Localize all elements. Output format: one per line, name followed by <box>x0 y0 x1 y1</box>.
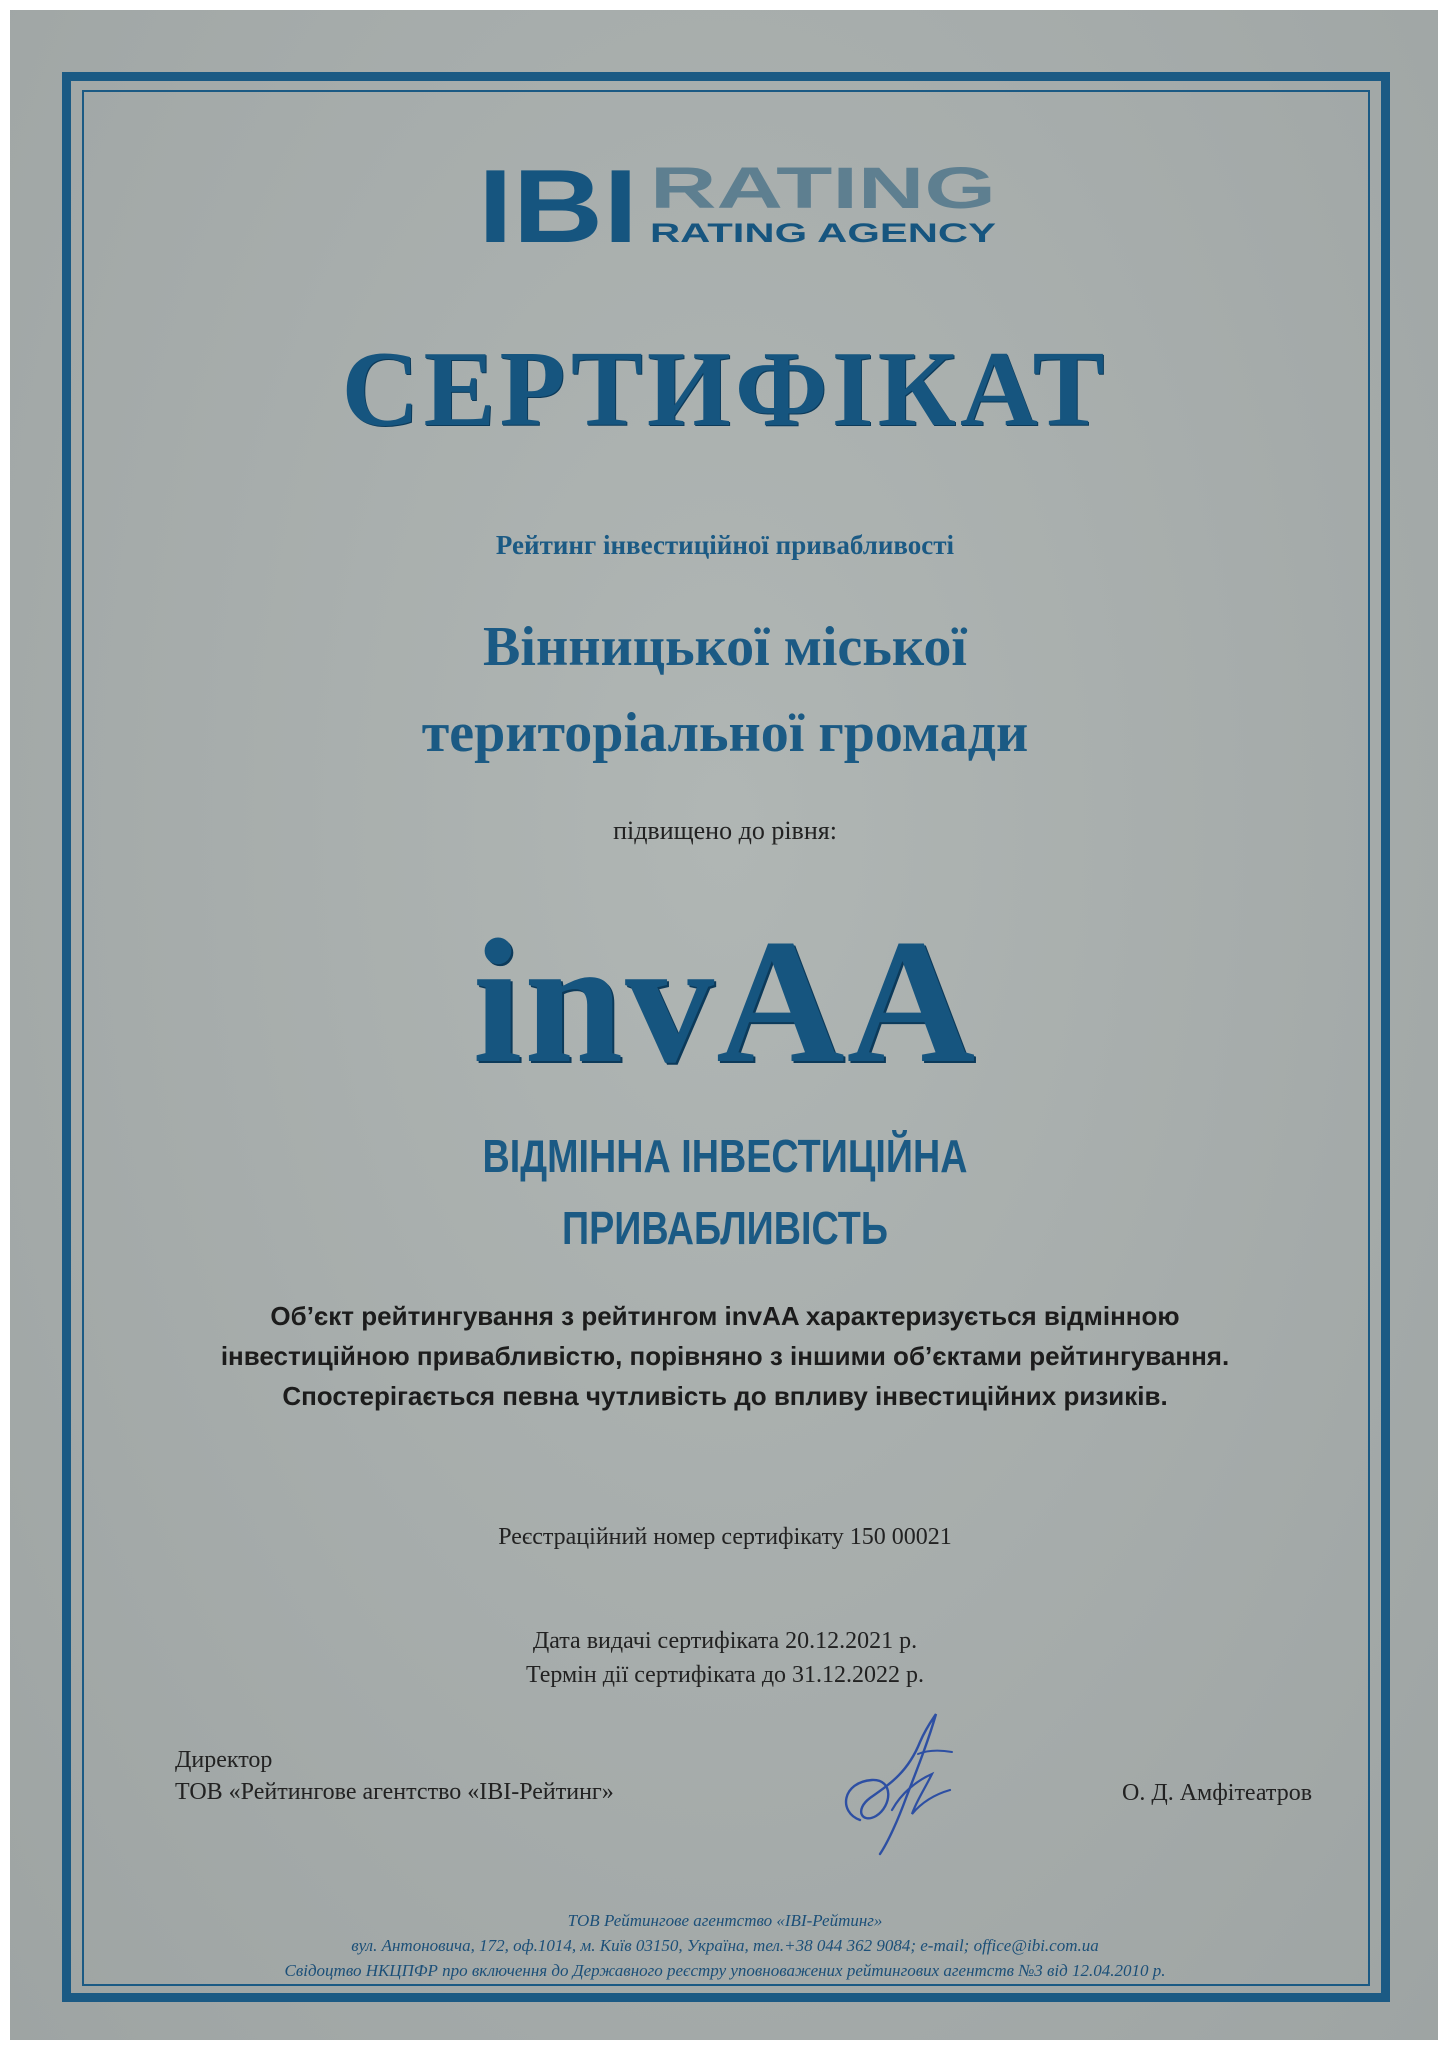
certificate-dates <box>90 1624 1360 1692</box>
rating-description <box>90 1296 1360 1416</box>
rating-description-line-2: інвестиційною привабливістю, порівняно з іншими об’єктами рейтингування. <box>220 1341 1230 1371</box>
footer-line-1: ТОВ Рейтингове агентство «ІВІ-Рейтинг» <box>567 1911 883 1930</box>
footer-line-2: вул. Антоновича, 172, оф.1014, м. Київ 03150, Україна, тел.+38 044 362 9084; e-mail; office@ibi.com.ua <box>351 1936 1099 1955</box>
issue-date: Дата видачі сертифіката 20.12.2021 р. <box>532 1628 918 1654</box>
rated-entity <box>90 604 1360 776</box>
director-company: ТОВ «Рейтингове агентство «ІВІ-Рейтинг» <box>175 1779 614 1805</box>
registration-number: Реєстраційний номер сертифікату 150 00021 <box>498 1524 952 1550</box>
director-role: Директор <box>175 1747 273 1773</box>
rating-level-line-1: ВІДМІННА ІНВЕСТИЦІЙНА <box>482 1130 968 1182</box>
signature-icon <box>832 1702 962 1862</box>
rated-entity-line-1: Вінницької міської <box>483 616 967 678</box>
rating-level-line-2: ПРИВАБЛИВІСТЬ <box>562 1202 888 1254</box>
director-block <box>175 1744 614 1808</box>
rating-description-line-1: Об’єкт рейтингування з рейтингом invAA характеризується відмінною <box>270 1301 1180 1331</box>
raised-to-label: підвищено до рівня: <box>613 816 837 845</box>
rating-value: invAA <box>472 902 978 1100</box>
rating-level <box>204 1120 1245 1264</box>
certificate-title: СЕРТИФІКАТ <box>341 330 1109 449</box>
certificate-sheet <box>10 10 1438 2040</box>
logo-tagline: RATING AGENCY <box>650 218 996 246</box>
signer-name: О. Д. Амфітеатров <box>1122 1780 1313 1806</box>
ibi-rating-logo <box>478 158 998 246</box>
rating-description-line-3: Спостерігається певна чутливість до впливу інвестиційних ризиків. <box>282 1381 1168 1411</box>
validity-date: Термін дії сертифіката до 31.12.2022 р. <box>525 1662 925 1688</box>
rating-subtitle: Рейтинг інвестиційної привабливості <box>495 530 955 560</box>
ibi-rating-logo-icon <box>478 158 998 246</box>
logo-mark: IBI <box>478 158 638 246</box>
rated-entity-line-2: територіальної громади <box>421 702 1029 764</box>
logo-word: RATING <box>650 158 996 221</box>
footer-line-3: Свідоцтво НКЦПФР про включення до Державного реєстру уповноважених рейтингових агентств №3 від 12.04.2010 р. <box>284 1961 1166 1980</box>
agency-footer <box>90 1908 1360 1983</box>
